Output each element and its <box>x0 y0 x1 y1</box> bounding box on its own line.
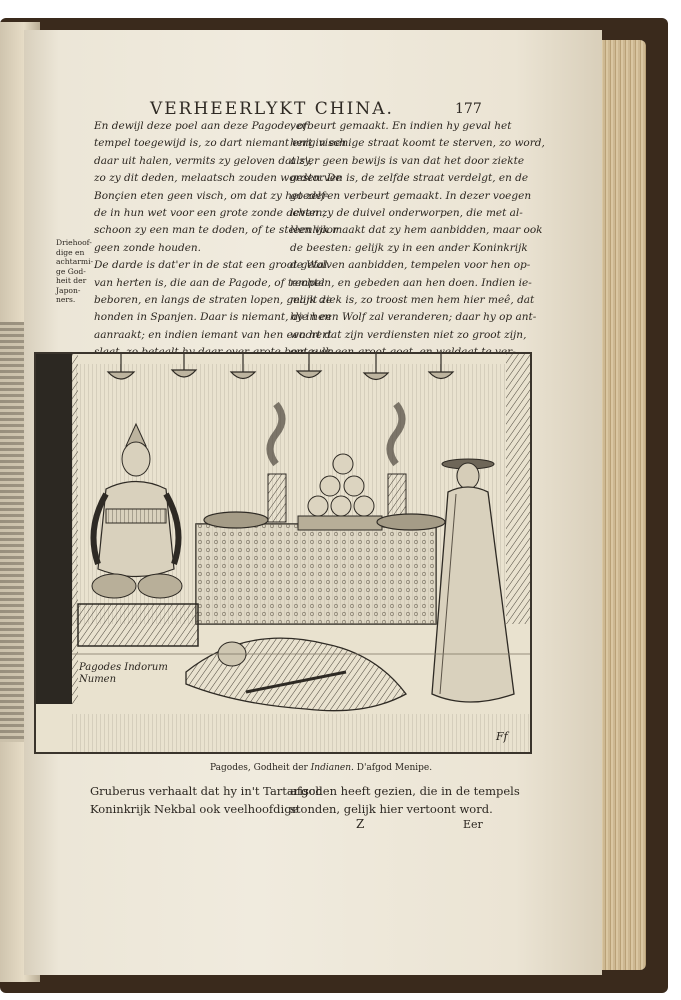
text-line: goederen verbeurt gemaakt. In dezer voegen <box>290 189 532 202</box>
engraving-inscription-line: Numen <box>79 674 117 685</box>
text-line: De darde is dat'er in de stat een groot getal <box>94 259 328 272</box>
page-number: 177 <box>455 101 482 117</box>
caption-part: Pagodes, Godheit der <box>210 763 311 773</box>
text-line: rechten, en gebeden aan hen doen. Indien ie- <box>290 276 532 289</box>
text-line: Bonçien eten geen visch, om dat zy het zelf- <box>94 189 328 202</box>
engraving-inscription-line: Pagodes Indorum <box>79 662 168 673</box>
margin-note-line: Japon- <box>56 285 81 295</box>
text-line: gestorven is, de zelfde straat verdelgt, en de <box>290 172 529 185</box>
signature-mark: Z <box>356 817 365 831</box>
margin-note-line: heit der <box>56 276 87 285</box>
text-line: stonden, gelijk hier vertoont word. <box>290 802 493 816</box>
text-line: honden in Spanjen. Daar is niemant, die hen <box>94 311 332 324</box>
bottom-text-right <box>290 782 520 818</box>
text-line: daar uit halen, vermits zy geloven dat zy, <box>94 154 313 167</box>
text-line: leven zy de duivel onderworpen, die met al- <box>290 206 523 219</box>
running-head: VERHEERLYKT CHINA. <box>150 99 394 119</box>
text-line: hy in een Wolf zal veranderen; daar hy op ant- <box>290 311 537 324</box>
engraver-signature: Ff <box>496 730 508 743</box>
text-line: verbeurt gemaakt. En indien hy geval het <box>290 120 512 132</box>
text-line: En dewijl deze poel aan deze Pagode, of <box>94 120 308 132</box>
text-line: Gruberus verhaalt dat hy in't Tartarisch <box>90 784 323 798</box>
text-line: als'er geen bewijs is van dat het door ziekte <box>290 154 525 167</box>
margin-note-line: achtarmi- <box>56 257 94 266</box>
engraving-inscription <box>79 662 168 686</box>
bottom-text-left <box>90 782 323 818</box>
text-line: schoon zy een man te doden, of te stelen voor <box>94 224 339 237</box>
text-line: zo zy dit deden, melaatsch zouden worden. De <box>94 172 342 185</box>
text-line: afgoden heeft gezien, die in de tempels <box>290 784 520 798</box>
text-line: geen zonde houden. <box>94 241 202 254</box>
text-line: woort dat zijn verdiensten niet zo groot zijn, <box>290 328 527 341</box>
margin-note-line: ners. <box>56 295 76 304</box>
engraving-caption <box>210 763 432 773</box>
margin-note-line: Driehoof- <box>56 238 92 247</box>
text-line: Koninkrijk Nekbal ook veelhoofdige <box>90 802 299 816</box>
text-line: de Wolven aanbidden, tempelen voor hen op- <box>290 259 531 272</box>
text-line: de beesten: gelijk zy in een ander Koninkrijk <box>290 241 528 254</box>
engraving-drawing <box>36 354 530 752</box>
text-line: aanraakt; en indien iemant van hen een hert <box>94 328 332 341</box>
margin-note-line: ge God- <box>56 266 86 276</box>
text-line: beboren, en langs de straten lopen, gelijk de <box>94 293 333 306</box>
text-line: mant ziek is, zo troost men hem hier meê, dat <box>290 293 535 306</box>
text-line: tempel toegewijd is, zo dart niemant enig visch <box>94 137 347 150</box>
margin-note <box>56 238 96 305</box>
text-line: de in hun wet voor een grote zonde achten, <box>94 206 326 219</box>
caption-part: D'afgod Menipe. <box>353 763 433 773</box>
caption-part-italic: Indianen. <box>310 763 354 773</box>
text-line: hert in eenige straat koomt te sterven, zo word, <box>290 137 545 150</box>
catchword: Eer <box>463 818 483 831</box>
engraving-illustration <box>34 352 532 754</box>
text-line: leenlijk maakt dat zy hem aanbidden, maar ook <box>290 224 543 237</box>
margin-note-line: dige en <box>56 247 85 257</box>
text-line: van herten is, die aan de Pagode, of tempel <box>94 276 325 289</box>
